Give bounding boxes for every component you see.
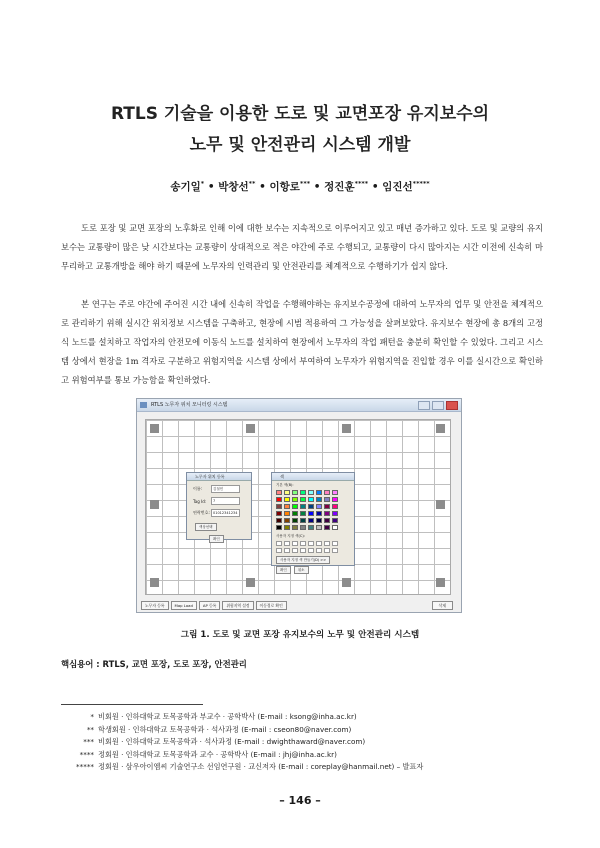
footnote (66, 762, 423, 772)
author-separator: • (204, 181, 219, 193)
fixed-node-marker (342, 424, 351, 433)
fixed-node-marker (246, 578, 255, 587)
fixed-node-marker (436, 500, 445, 509)
footnote-mark: **** (79, 749, 94, 759)
footnote-text: 비회원 · 인하대학교 토목공학과 · 석사과정 (E-mail : dwighthaward@naver.com) (98, 737, 366, 747)
color-swatch[interactable] (276, 490, 282, 495)
field-label: 이름: (193, 486, 203, 491)
site-grid-map[interactable] (145, 419, 451, 595)
field-label: 연락번호: (193, 510, 210, 515)
color-swatch[interactable] (300, 490, 306, 495)
color-swatch[interactable] (332, 490, 338, 495)
footnote-mark: ***** (76, 762, 94, 772)
app-icon (140, 402, 147, 408)
color-ok-button[interactable]: 확인 (276, 566, 291, 574)
color-swatch[interactable] (332, 518, 338, 523)
color-swatch[interactable] (284, 518, 290, 523)
color-swatch[interactable] (276, 525, 282, 530)
color-swatch[interactable] (300, 504, 306, 509)
color-swatch[interactable] (276, 511, 282, 516)
color-swatch[interactable] (324, 511, 330, 516)
ok-button[interactable]: 확인 (209, 535, 224, 543)
toolbar (141, 601, 287, 610)
color-swatch[interactable] (292, 511, 298, 516)
color-swatch[interactable] (308, 504, 314, 509)
footnote (66, 725, 351, 735)
window-title: RTLS 노무자 위치 모니터링 시스템 (151, 402, 228, 408)
footnote-text: 학생회원 · 인하대학교 토목공학과 · 석사과정 (E-mail : cseon80@naver.com) (98, 724, 352, 734)
field-label: Tag Id: (193, 498, 207, 504)
author-name: 임진선 (382, 181, 413, 193)
ap-register-button[interactable]: AP 등록 (199, 601, 220, 610)
fixed-node-marker (150, 578, 159, 587)
phone-input[interactable]: 01012341234 (211, 509, 240, 517)
color-swatch[interactable] (292, 504, 298, 509)
color-swatch[interactable] (284, 511, 290, 516)
close-icon[interactable] (446, 401, 458, 410)
fixed-node-marker (436, 424, 445, 433)
author-mark: *** (299, 179, 311, 188)
footnote (66, 750, 337, 760)
footnote-text: 정회원 · 삼우아이엠씨 기술연구소 선임연구원 · 교신저자 (E-mail : coreplay@hanmail.net) – 발표자 (98, 762, 424, 772)
color-swatch[interactable] (316, 518, 322, 523)
color-swatch[interactable] (332, 504, 338, 509)
paper-title-line1: RTLS 기술을 이용한 도로 및 교면포장 유지보수의 (110, 104, 490, 124)
keywords: 핵심용어 : RTLS, 교면 포장, 도로 포장, 안전관리 (61, 659, 247, 669)
color-cancel-button[interactable]: 취소 (294, 566, 309, 574)
color-swatch[interactable] (276, 518, 282, 523)
route-check-button[interactable]: 이동경로 확인 (256, 601, 287, 610)
fixed-node-marker (150, 424, 159, 433)
color-swatch[interactable] (300, 525, 306, 530)
color-swatch[interactable] (332, 497, 338, 502)
basic-color-swatches (276, 490, 354, 530)
custom-color-swatch[interactable] (300, 541, 306, 546)
color-swatch[interactable] (284, 490, 290, 495)
custom-color-swatch[interactable] (276, 541, 282, 546)
paragraph-text: 도로 포장 및 교면 포장의 노후화로 인해 이에 대한 보수는 지속적으로 이루어지고 있고 매년 증가하고 있다. 도로 및 교량의 유지보수는 교통량이 많은 낮 시간보다는 교통량이 상대적으로 적은 야간에 주로 수행되고, 교통량이 다시 많아지는 시간 이전에 신속히 마무리하고 교통개방을 해야 하기 때문에 노무자의 인력관리 및 안전관리를 체계적으로 수행하기가 쉽지 않다. (61, 223, 543, 272)
delete-button[interactable]: 삭제 (432, 601, 453, 610)
color-swatch[interactable] (324, 518, 330, 523)
abstract-paragraph-1 (61, 219, 543, 276)
color-swatch[interactable] (308, 497, 314, 502)
color-swatch[interactable] (324, 497, 330, 502)
dialog-title: 노무자 위치 등록 (187, 473, 251, 481)
color-swatch[interactable] (308, 490, 314, 495)
custom-color-swatch[interactable] (292, 548, 298, 553)
color-swatch[interactable] (324, 504, 330, 509)
color-swatch[interactable] (316, 490, 322, 495)
author-mark: **** (354, 179, 369, 188)
color-swatch[interactable] (300, 511, 306, 516)
color-swatch[interactable] (308, 511, 314, 516)
color-swatch[interactable] (316, 504, 322, 509)
field-row-phone (193, 509, 251, 517)
register-worker-button[interactable]: 노무자 등록 (141, 601, 169, 610)
author-mark: * (200, 179, 205, 188)
author-name: 이항로 (269, 181, 300, 193)
color-swatch[interactable] (292, 525, 298, 530)
custom-colors-label: 사용자 지정 색(C): (276, 534, 305, 538)
name-input[interactable]: 김철민 (211, 485, 240, 493)
fixed-node-marker (342, 578, 351, 587)
color-swatch[interactable] (308, 518, 314, 523)
custom-color-swatch[interactable] (276, 548, 282, 553)
color-swatch[interactable] (300, 497, 306, 502)
color-swatch[interactable] (316, 497, 322, 502)
custom-color-swatch[interactable] (284, 548, 290, 553)
color-swatch[interactable] (276, 504, 282, 509)
color-swatch[interactable] (324, 525, 330, 530)
color-swatch[interactable] (284, 504, 290, 509)
footnote (66, 712, 357, 722)
author-list (0, 179, 600, 194)
custom-color-swatch[interactable] (332, 548, 338, 553)
color-swatch[interactable] (316, 525, 322, 530)
custom-color-swatch[interactable] (308, 548, 314, 553)
page-number: – 146 – (279, 794, 321, 807)
tag-id-input[interactable]: 7 (211, 497, 240, 505)
field-row-name (193, 485, 251, 493)
footnote-mark: * (90, 712, 94, 721)
color-swatch[interactable] (332, 511, 338, 516)
footnote (66, 737, 365, 747)
custom-color-swatch[interactable] (324, 541, 330, 546)
custom-color-swatches (276, 541, 354, 553)
custom-color-swatch[interactable] (284, 541, 290, 546)
color-swatch[interactable] (300, 518, 306, 523)
color-select-button[interactable]: 색상선택 (195, 523, 217, 531)
fixed-node-marker (246, 424, 255, 433)
custom-color-swatch[interactable] (308, 541, 314, 546)
color-swatch[interactable] (284, 497, 290, 502)
map-load-button[interactable]: Map Load (171, 601, 197, 610)
custom-color-swatch[interactable] (324, 548, 330, 553)
footnote-mark: *** (83, 737, 94, 747)
custom-color-swatch[interactable] (292, 541, 298, 546)
color-swatch[interactable] (292, 497, 298, 502)
danger-zone-button[interactable]: 위험지역 설정 (222, 601, 253, 610)
dialog-title: 색 (272, 473, 354, 481)
maximize-icon[interactable] (432, 401, 444, 410)
custom-color-swatch[interactable] (316, 548, 322, 553)
field-row-tag (193, 497, 251, 505)
figure-caption: 그림 1. 도로 및 교면 포장 유지보수의 노무 및 안전관리 시스템 (180, 630, 420, 640)
custom-color-swatch[interactable] (316, 541, 322, 546)
window-controls (418, 401, 458, 410)
custom-color-swatch[interactable] (300, 548, 306, 553)
color-swatch[interactable] (292, 490, 298, 495)
fixed-node-marker (150, 500, 159, 509)
author-mark: ***** (412, 179, 430, 188)
define-custom-colors-button[interactable]: 사용자 지정 색 만들기(D) >> (276, 556, 330, 564)
color-picker-dialog (271, 472, 355, 572)
author-separator: • (368, 181, 383, 193)
author-separator: • (310, 181, 325, 193)
footnote-divider (61, 704, 203, 705)
figure-screenshot (136, 398, 462, 613)
custom-color-swatch[interactable] (332, 541, 338, 546)
abstract-paragraph-2 (61, 295, 543, 390)
color-swatch[interactable] (316, 511, 322, 516)
paragraph-text: 본 연구는 주로 야간에 주어진 시간 내에 신속히 작업을 수행해야하는 유지보수공정에 대하여 노무자의 업무 및 안전을 체계적으로 관리하기 위해 실시간 위치정보 시스템을 구축하고, 현장에 시범 적용하여 그 가능성을 살펴보았다. 유지보수 현장에 총 8개의 고정식 노드를 설치하고 작업자의 안전모에 이동식 노드를 설치하여 현장에서 노무자의 작업 패턴을 충분히 확인할 수 있었다. 그리고 시스템 상에서 현장을 1m 격자로 구분하고 위험지역을 시스템 상에서 부여하여 노무자가 위험지역을 진입할 경우 이를 실시간으로 확인하고 위험여부를 통보 가능함을 확인하였다. (61, 299, 543, 386)
basic-colors-label: 기본 색(B): (276, 483, 294, 487)
footnote-text: 비회원 · 인하대학교 토목공학과 부교수 · 공학박사 (E-mail : ksong@inha.ac.kr) (98, 712, 357, 721)
color-swatch[interactable] (308, 525, 314, 530)
author-mark: ** (248, 179, 256, 188)
window-titlebar (137, 399, 461, 412)
color-swatch[interactable] (324, 490, 330, 495)
color-swatch[interactable] (292, 518, 298, 523)
color-swatch[interactable] (276, 497, 282, 502)
author-separator: • (255, 181, 270, 193)
minimize-icon[interactable] (418, 401, 430, 410)
fixed-node-marker (436, 578, 445, 587)
author-name: 정진훈 (324, 181, 355, 193)
author-name: 송기일 (170, 181, 201, 193)
color-swatch[interactable] (332, 525, 338, 530)
worker-register-dialog (186, 472, 252, 540)
paper-title-line2: 노무 및 안전관리 시스템 개발 (189, 135, 411, 155)
footnote-mark: ** (86, 724, 94, 734)
footnote-text: 정회원 · 인하대학교 토목공학과 교수 · 공학박사 (E-mail : jhj@inha.ac.kr) (98, 749, 337, 759)
color-swatch[interactable] (284, 525, 290, 530)
author-name: 박창선 (218, 181, 249, 193)
